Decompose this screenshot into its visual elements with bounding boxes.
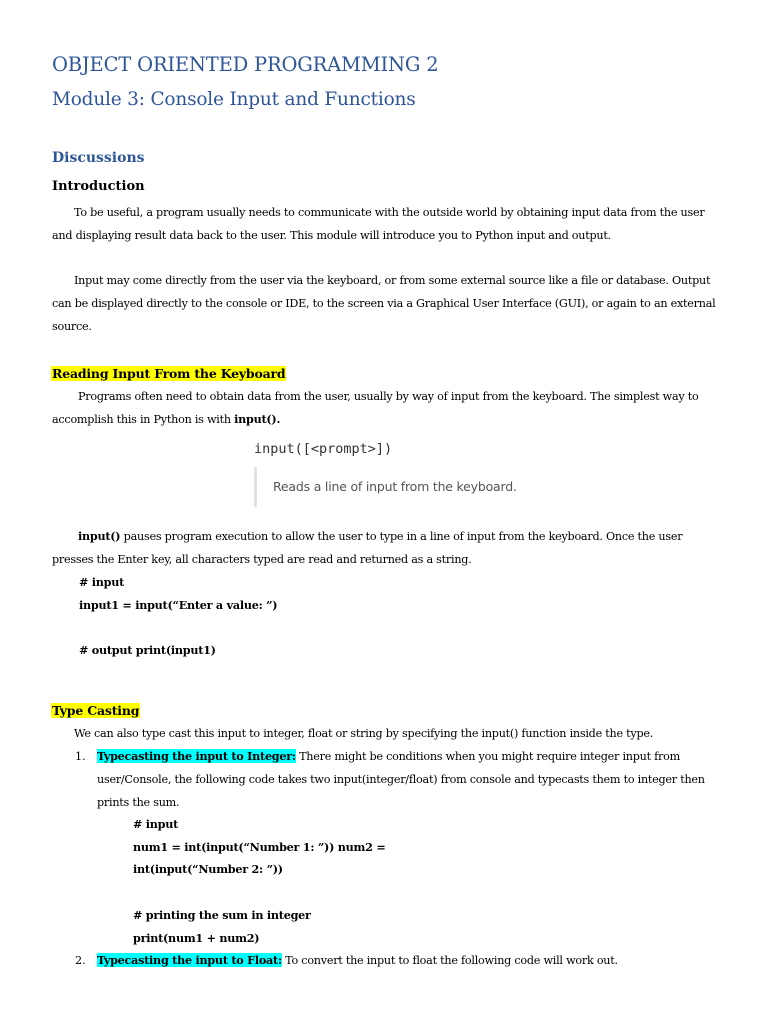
type-casting-heading-wrap (51, 700, 140, 719)
intro-paragraph-2-line-3: source. (52, 320, 92, 333)
code2-print-line: print(num1 + num2) (133, 931, 260, 945)
intro-paragraph-1-line-1: To be useful, a program usually needs to communicate with the outside world by obtaining input data from the user (74, 206, 705, 219)
pause-paragraph-line-1-text: pauses program execution to allow the user to type in a line of input from the keyboard. Once the user (120, 530, 683, 543)
intro-paragraph-2-line-2: can be displayed directly to the console or IDE, to the screen via a Graphical User Interface (GUI), or again to an external (52, 297, 716, 310)
document-title: OBJECT ORIENTED PROGRAMMING 2 (52, 53, 439, 76)
pause-paragraph-line-2: presses the Enter key, all characters typed are read and returned as a string. (52, 553, 472, 566)
reading-input-heading: Reading Input From the Keyboard (52, 366, 286, 381)
list-item-2-text: To convert the input to float the following code will work out. (281, 954, 618, 967)
reading-paragraph-line-2-text: accomplish this in Python is with (52, 413, 235, 426)
code2-line-2: int(input(“Number 2: ”)) (133, 862, 283, 876)
input-signature: input([<prompt>]) (254, 441, 393, 457)
introduction-heading: Introduction (52, 179, 145, 194)
list-item-2-highlight: Typecasting the input to Float: (97, 953, 282, 967)
code2-input-comment: # input (133, 817, 179, 831)
type-casting-intro: We can also type cast this input to integer, float or string by specifying the input() function inside the type. (74, 727, 654, 740)
discussions-heading: Discussions (52, 150, 145, 166)
code2-sum-comment: # printing the sum in integer (133, 908, 311, 922)
list-item-1-line-3: prints the sum. (97, 796, 180, 809)
pause-paragraph-line-1 (78, 525, 682, 548)
module-title: Module 3: Console Input and Functions (52, 89, 416, 110)
reading-paragraph-input-function: input(). (234, 412, 281, 426)
list-item-2-number: 2. (75, 954, 86, 967)
list-item-1-line-1-text: There might be conditions when you might require integer input from (295, 750, 680, 763)
reading-input-heading-wrap (51, 363, 286, 382)
list-item-2-line-1 (97, 949, 618, 972)
code-input-line: input1 = input(“Enter a value: ”) (79, 598, 278, 612)
pause-paragraph-input-function: input() (78, 529, 121, 543)
list-item-1-line-1 (97, 745, 680, 768)
intro-paragraph-2-line-1: Input may come directly from the user via the keyboard, or from some external source like a file or database. Output (74, 274, 711, 287)
list-item-1-number: 1. (75, 750, 86, 763)
intro-paragraph-1-line-2: and displaying result data back to the user. This module will introduce you to Python input and output. (52, 229, 611, 242)
reading-paragraph-line-1: Programs often need to obtain data from the user, usually by way of input from the keyboard. The simplest way to (78, 390, 699, 403)
code-input-comment: # input (79, 575, 125, 589)
type-casting-heading: Type Casting (52, 703, 140, 718)
signature-quote-bar (254, 467, 257, 507)
code2-line-1: num1 = int(input(“Number 1: ”)) num2 = (133, 840, 386, 854)
list-item-1-line-2: user/Console, the following code takes two input(integer/float) from console and typecasts them to integer then (97, 773, 705, 786)
reading-paragraph-line-2 (52, 408, 280, 431)
list-item-1-highlight: Typecasting the input to Integer: (97, 749, 296, 763)
signature-description: Reads a line of input from the keyboard. (273, 479, 517, 494)
code-output-line: # output print(input1) (79, 643, 216, 657)
